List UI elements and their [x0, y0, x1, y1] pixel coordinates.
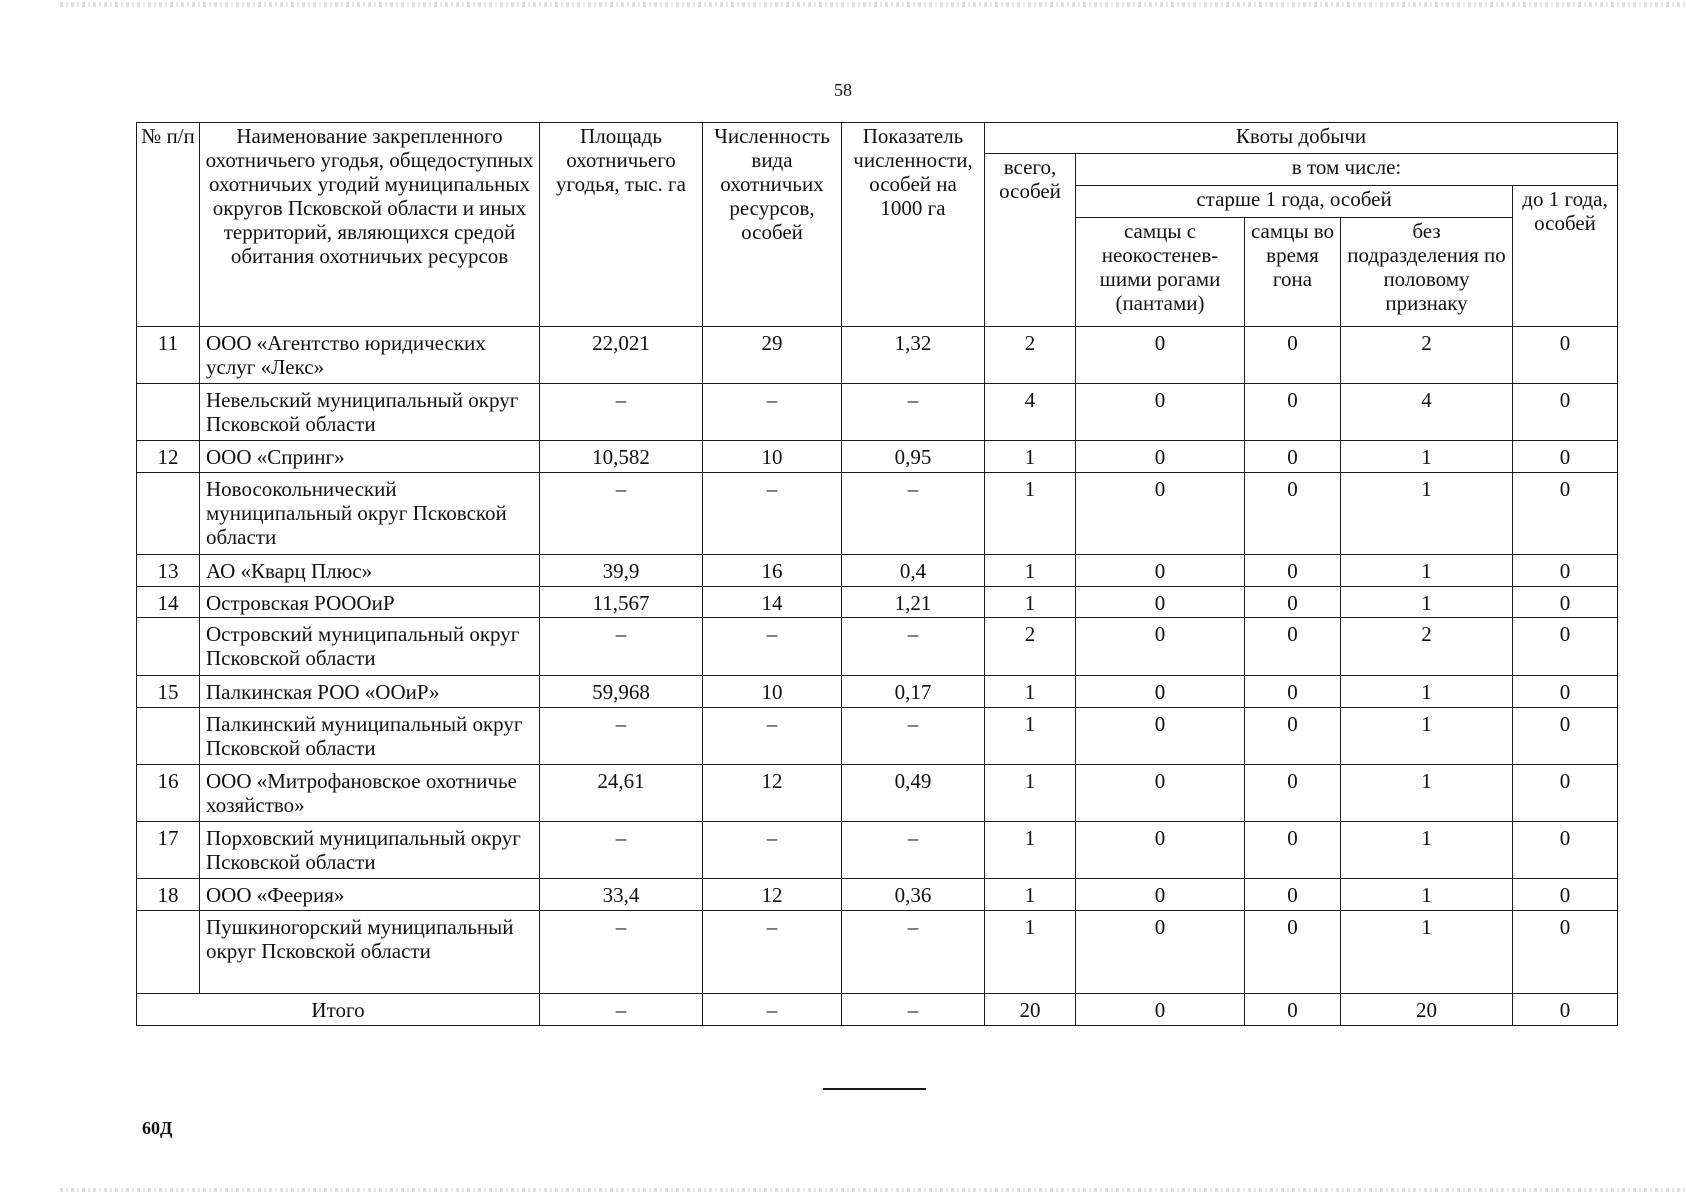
header-num: № п/п — [137, 123, 200, 327]
cell-under1: 0 — [1513, 473, 1618, 555]
cell-under1: 0 — [1513, 765, 1618, 822]
cell-num — [137, 911, 200, 994]
table-row — [137, 708, 1618, 765]
table-row — [137, 587, 1618, 618]
cell-area: 39,9 — [540, 555, 703, 587]
cell-density: – — [842, 911, 985, 994]
totals-row — [137, 994, 1618, 1026]
cell-rut: 0 — [1245, 911, 1341, 994]
scan-edge-top — [60, 2, 1686, 7]
cell-rut: 0 — [1245, 708, 1341, 765]
cell-total: 1 — [985, 822, 1076, 879]
cell-count: 16 — [703, 555, 842, 587]
cell-total: 2 — [985, 618, 1076, 676]
cell-density: – — [842, 822, 985, 879]
header-males-antlers: самцы с неокостенев-шими рогами (пантами) — [1076, 218, 1245, 327]
totals-area: – — [540, 994, 703, 1026]
cell-rut: 0 — [1245, 473, 1341, 555]
cell-density: 0,36 — [842, 879, 985, 911]
totals-density: – — [842, 994, 985, 1026]
cell-name: Порховский муниципальный округ Псковской области — [200, 822, 540, 879]
scan-edge-bottom — [60, 1188, 1686, 1192]
cell-area: 10,582 — [540, 441, 703, 473]
cell-rut: 0 — [1245, 441, 1341, 473]
cell-under1: 0 — [1513, 822, 1618, 879]
cell-name: Островская РОООиР — [200, 587, 540, 618]
table-header — [137, 123, 1618, 327]
cell-antlers: 0 — [1076, 587, 1245, 618]
cell-antlers: 0 — [1076, 879, 1245, 911]
totals-count: – — [703, 994, 842, 1026]
header-older: старше 1 года, особей — [1076, 186, 1513, 218]
cell-num — [137, 708, 200, 765]
cell-under1: 0 — [1513, 555, 1618, 587]
cell-area: 59,968 — [540, 676, 703, 708]
cell-count: 14 — [703, 587, 842, 618]
cell-nosex: 1 — [1341, 879, 1513, 911]
cell-count: 29 — [703, 327, 842, 384]
cell-under1: 0 — [1513, 587, 1618, 618]
cell-under1: 0 — [1513, 676, 1618, 708]
cell-density: – — [842, 473, 985, 555]
cell-area: – — [540, 618, 703, 676]
cell-nosex: 1 — [1341, 441, 1513, 473]
totals-nosex: 20 — [1341, 994, 1513, 1026]
cell-count: 12 — [703, 765, 842, 822]
cell-total: 1 — [985, 473, 1076, 555]
cell-name: ООО «Спринг» — [200, 441, 540, 473]
cell-area: 11,567 — [540, 587, 703, 618]
cell-num: 14 — [137, 587, 200, 618]
totals-total: 20 — [985, 994, 1076, 1026]
cell-total: 1 — [985, 676, 1076, 708]
cell-total: 1 — [985, 879, 1076, 911]
cell-num — [137, 618, 200, 676]
table-row — [137, 676, 1618, 708]
cell-density: – — [842, 708, 985, 765]
header-under1: до 1 года, особей — [1513, 186, 1618, 327]
cell-num: 12 — [137, 441, 200, 473]
cell-nosex: 4 — [1341, 384, 1513, 441]
cell-rut: 0 — [1245, 327, 1341, 384]
cell-num: 15 — [137, 676, 200, 708]
cell-num — [137, 473, 200, 555]
cell-area: – — [540, 384, 703, 441]
table-row — [137, 765, 1618, 822]
cell-name: Островский муниципальный округ Псковской области — [200, 618, 540, 676]
cell-under1: 0 — [1513, 441, 1618, 473]
header-total: всего, особей — [985, 154, 1076, 327]
cell-under1: 0 — [1513, 879, 1618, 911]
cell-density: 1,32 — [842, 327, 985, 384]
cell-nosex: 1 — [1341, 765, 1513, 822]
table-body — [137, 327, 1618, 1026]
table-row — [137, 822, 1618, 879]
cell-area: – — [540, 911, 703, 994]
cell-name: Новосокольнический муниципальный округ Псковской области — [200, 473, 540, 555]
cell-num: 17 — [137, 822, 200, 879]
cell-num: 11 — [137, 327, 200, 384]
cell-name: ООО «Агентство юридических услуг «Лекс» — [200, 327, 540, 384]
totals-under1: 0 — [1513, 994, 1618, 1026]
cell-density: 0,17 — [842, 676, 985, 708]
cell-under1: 0 — [1513, 618, 1618, 676]
table-row — [137, 911, 1618, 994]
cell-under1: 0 — [1513, 911, 1618, 994]
cell-antlers: 0 — [1076, 822, 1245, 879]
table-row — [137, 384, 1618, 441]
cell-total: 1 — [985, 587, 1076, 618]
table-row — [137, 618, 1618, 676]
cell-count: – — [703, 911, 842, 994]
header-including: в том числе: — [1076, 154, 1618, 186]
cell-count: 10 — [703, 676, 842, 708]
cell-num: 13 — [137, 555, 200, 587]
cell-num: 18 — [137, 879, 200, 911]
cell-nosex: 1 — [1341, 555, 1513, 587]
cell-rut: 0 — [1245, 822, 1341, 879]
totals-rut: 0 — [1245, 994, 1341, 1026]
cell-nosex: 2 — [1341, 327, 1513, 384]
cell-antlers: 0 — [1076, 765, 1245, 822]
cell-antlers: 0 — [1076, 384, 1245, 441]
cell-count: 10 — [703, 441, 842, 473]
cell-rut: 0 — [1245, 587, 1341, 618]
cell-rut: 0 — [1245, 618, 1341, 676]
cell-total: 1 — [985, 555, 1076, 587]
cell-rut: 0 — [1245, 765, 1341, 822]
table-row — [137, 879, 1618, 911]
cell-nosex: 1 — [1341, 708, 1513, 765]
cell-num: 16 — [137, 765, 200, 822]
cell-under1: 0 — [1513, 384, 1618, 441]
cell-count: – — [703, 822, 842, 879]
cell-density: – — [842, 618, 985, 676]
cell-antlers: 0 — [1076, 676, 1245, 708]
cell-total: 2 — [985, 327, 1076, 384]
table-row — [137, 441, 1618, 473]
cell-name: Палкинский муниципальный округ Псковской области — [200, 708, 540, 765]
cell-count: 12 — [703, 879, 842, 911]
footer-rule — [823, 1088, 926, 1090]
cell-name: ООО «Митрофановское охотничье хозяйство» — [200, 765, 540, 822]
cell-name: АО «Кварц Плюс» — [200, 555, 540, 587]
cell-rut: 0 — [1245, 676, 1341, 708]
cell-count: – — [703, 473, 842, 555]
totals-label: Итого — [137, 994, 540, 1026]
table-row — [137, 555, 1618, 587]
cell-area: – — [540, 473, 703, 555]
cell-density: – — [842, 384, 985, 441]
cell-nosex: 2 — [1341, 618, 1513, 676]
cell-antlers: 0 — [1076, 555, 1245, 587]
header-count: Численность вида охотничьих ресурсов, особей — [703, 123, 842, 327]
cell-nosex: 1 — [1341, 676, 1513, 708]
cell-rut: 0 — [1245, 879, 1341, 911]
cell-antlers: 0 — [1076, 911, 1245, 994]
header-quotas: Квоты добычи — [985, 123, 1618, 154]
footer-code: 60Д — [142, 1118, 173, 1138]
cell-area: – — [540, 822, 703, 879]
table-row — [137, 473, 1618, 555]
cell-total: 1 — [985, 765, 1076, 822]
cell-total: 4 — [985, 384, 1076, 441]
cell-area: 33,4 — [540, 879, 703, 911]
cell-antlers: 0 — [1076, 473, 1245, 555]
cell-name: Палкинская РОО «ООиР» — [200, 676, 540, 708]
cell-name: ООО «Феерия» — [200, 879, 540, 911]
cell-under1: 0 — [1513, 708, 1618, 765]
cell-antlers: 0 — [1076, 441, 1245, 473]
header-density: Показатель численности, особей на 1000 га — [842, 123, 985, 327]
cell-name: Невельский муниципальный округ Псковской области — [200, 384, 540, 441]
table-row — [137, 327, 1618, 384]
cell-rut: 0 — [1245, 384, 1341, 441]
cell-area: 24,61 — [540, 765, 703, 822]
cell-density: 0,95 — [842, 441, 985, 473]
cell-density: 0,49 — [842, 765, 985, 822]
page-number: 58 — [834, 80, 852, 100]
cell-antlers: 0 — [1076, 618, 1245, 676]
cell-nosex: 1 — [1341, 822, 1513, 879]
quota-table — [136, 122, 1618, 1026]
cell-total: 1 — [985, 708, 1076, 765]
cell-nosex: 1 — [1341, 473, 1513, 555]
cell-density: 0,4 — [842, 555, 985, 587]
header-no-sex: без подразделения по половому признаку — [1341, 218, 1513, 327]
cell-count: – — [703, 708, 842, 765]
cell-total: 1 — [985, 911, 1076, 994]
cell-under1: 0 — [1513, 327, 1618, 384]
cell-count: – — [703, 618, 842, 676]
header-name: Наименование закрепленного охотничьего угодья, общедоступных охотничьих угодий муниципальных округов Псковской области и иных территорий, являющихся средой обитания охотничьих ресурсов — [200, 123, 540, 327]
cell-density: 1,21 — [842, 587, 985, 618]
cell-antlers: 0 — [1076, 708, 1245, 765]
cell-antlers: 0 — [1076, 327, 1245, 384]
cell-nosex: 1 — [1341, 587, 1513, 618]
cell-area: 22,021 — [540, 327, 703, 384]
cell-count: – — [703, 384, 842, 441]
totals-antlers: 0 — [1076, 994, 1245, 1026]
cell-num — [137, 384, 200, 441]
cell-total: 1 — [985, 441, 1076, 473]
cell-rut: 0 — [1245, 555, 1341, 587]
header-area: Площадь охотничьего угодья, тыс. га — [540, 123, 703, 327]
cell-name: Пушкиногорский муниципальный округ Псковской области — [200, 911, 540, 994]
cell-nosex: 1 — [1341, 911, 1513, 994]
header-males-rut: самцы во время гона — [1245, 218, 1341, 327]
cell-area: – — [540, 708, 703, 765]
